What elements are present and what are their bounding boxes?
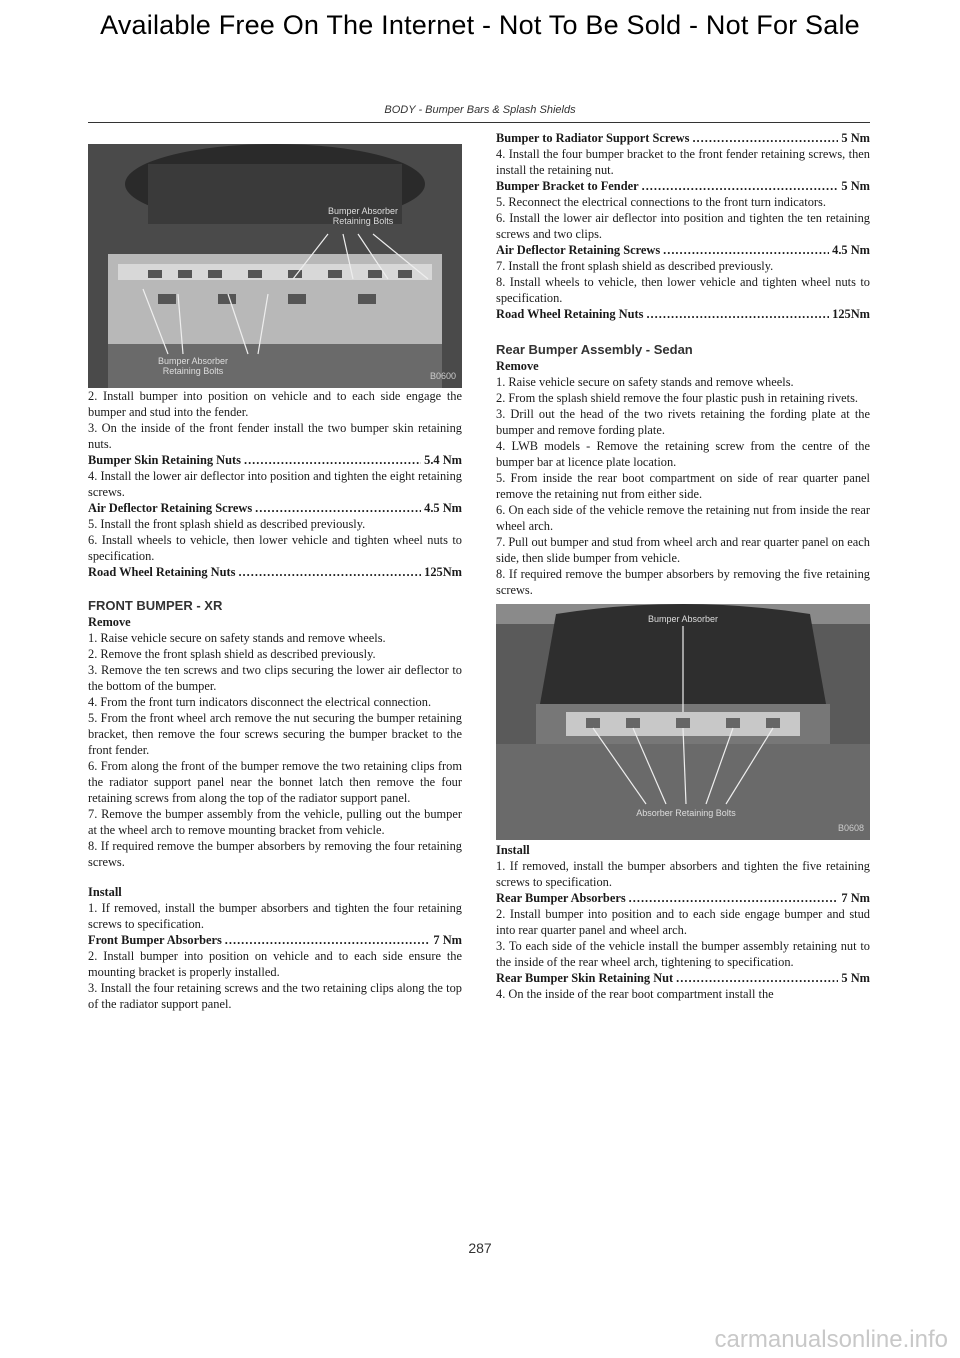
subheading-install: Install [88, 885, 122, 899]
spec-value: 7 Nm [433, 933, 462, 947]
paragraph: 2. Install bumper into position on vehicle and to each side ensure the mounting bracket is properly installed. [88, 949, 462, 979]
spec-label: Bumper Bracket to Fender [496, 179, 639, 193]
subheading-remove: Remove [496, 359, 539, 373]
paragraph: 4. On the inside of the rear boot compartment install the [496, 987, 774, 1001]
spec-value: 125Nm [424, 565, 462, 579]
photo1-label-top: Bumper Absorber Retaining Bolts [327, 206, 399, 226]
paragraph: 4. Install the lower air deflector into position and tighten the eight retaining screws. [88, 469, 462, 499]
rear-bumper-photo [496, 604, 870, 840]
spec-label: Bumper to Radiator Support Screws [496, 131, 690, 145]
page-number: 287 [468, 1240, 492, 1256]
paragraph: 5. Reconnect the electrical connections to the front turn indicators. [496, 195, 826, 209]
paragraph: 2. Remove the front splash shield as described previously. [88, 647, 376, 661]
paragraph: 6. On each side of the vehicle remove the retaining nut from inside the rear wheel arch. [496, 503, 870, 533]
paragraph: 1. Raise vehicle secure on safety stands and remove wheels. [88, 631, 386, 645]
spec-value: 5 Nm [841, 971, 870, 985]
paragraph: 4. From the front turn indicators disconnect the electrical connection. [88, 695, 432, 709]
photo1-label-bottom: Bumper Absorber Retaining Bolts [157, 356, 229, 376]
paragraph: 8. If required remove the bumper absorbers by removing the four retaining screws. [88, 839, 462, 869]
paragraph: 6. Install the lower air deflector into position and tighten the ten retaining screws and two clips. [496, 211, 870, 241]
paragraph: 5. Install the front splash shield as described previously. [88, 517, 366, 531]
spec-value: 5 Nm [841, 179, 870, 193]
left-column [88, 130, 462, 1012]
section-heading: FRONT BUMPER - XR [88, 598, 223, 613]
torque-spec [496, 242, 870, 258]
spec-label: Air Deflector Retaining Screws [88, 501, 253, 515]
torque-spec [88, 452, 462, 468]
photo2-label-top: Bumper Absorber [647, 614, 719, 624]
spec-value: 4.5 Nm [832, 243, 870, 257]
section-heading: Rear Bumper Assembly - Sedan [496, 342, 693, 357]
spec-value: 5.4 Nm [424, 453, 462, 467]
paragraph: 8. If required remove the bumper absorbers by removing the five retaining screws. [496, 567, 870, 597]
torque-spec [88, 932, 462, 948]
paragraph: 3. To each side of the vehicle install the bumper assembly retaining nut to the inside of the rear wheel arch, tightening to specification. [496, 939, 870, 969]
paragraph: 7. Remove the bumper assembly from the vehicle, pulling out the bumper at the wheel arch to remove mounting bracket from vehicle. [88, 807, 462, 837]
paragraph: 5. From the front wheel arch remove the nut securing the bumper retaining bracket, then remove the four screws securing the bumper bracket to the front fender. [88, 711, 462, 757]
spec-value: 125Nm [832, 307, 870, 321]
paragraph: 3. Install the four retaining screws and the two retaining clips along the top of the radiator support panel. [88, 981, 462, 1011]
paragraph: 2. From the splash shield remove the four plastic push in retaining rivets. [496, 391, 859, 405]
spec-value: 4.5 Nm [424, 501, 462, 515]
header-rule [88, 122, 870, 123]
paragraph: 4. Install the four bumper bracket to the front fender retaining screws, then install the retaining nut. [496, 147, 870, 177]
paragraph: 7. Pull out bumper and stud from wheel arch and rear quarter panel on each side, then slide bumper from vehicle. [496, 535, 870, 565]
paragraph: 1. Raise vehicle secure on safety stands and remove wheels. [496, 375, 794, 389]
torque-spec [496, 130, 870, 146]
spec-label: Bumper Skin Retaining Nuts [88, 453, 241, 467]
spec-label: Road Wheel Retaining Nuts [88, 565, 236, 579]
paragraph: 6. From along the front of the bumper remove the two retaining clips from the radiator support panel near the bonnet latch then remove the four retaining screws from along the top of the radiator support panel. [88, 759, 462, 805]
footer-watermark: carmanualsonline.info [714, 1326, 948, 1353]
paragraph: 3. Drill out the head of the two rivets retaining the fording plate at the bumper and remove fording plate. [496, 407, 870, 437]
spec-label: Rear Bumper Skin Retaining Nut [496, 971, 674, 985]
paragraph: 2. Install bumper into position on vehicle and to each side engage the bumper and stud into the fender. [88, 389, 462, 419]
spec-label: Rear Bumper Absorbers [496, 891, 626, 905]
paragraph: 3. Remove the ten screws and two clips securing the lower air deflector to the bottom of the bumper. [88, 663, 462, 693]
photo1-code: B0600 [429, 371, 456, 381]
page-banner: Available Free On The Internet - Not To Be Sold - Not For Sale [100, 10, 860, 40]
paragraph: 7. Install the front splash shield as described previously. [496, 259, 774, 273]
running-head: BODY - Bumper Bars & Splash Shields [384, 104, 576, 116]
spec-value: 5 Nm [841, 131, 870, 145]
spec-value: 7 Nm [841, 891, 870, 905]
paragraph: 3. On the inside of the front fender install the two bumper skin retaining nuts. [88, 421, 462, 451]
front-bumper-photo-drawing [88, 144, 462, 388]
spec-label: Air Deflector Retaining Screws [496, 243, 661, 257]
spec-label: Road Wheel Retaining Nuts [496, 307, 644, 321]
paragraph: 1. If removed, install the bumper absorbers and tighten the four retaining screws to specification. [88, 901, 462, 931]
spec-label: Front Bumper Absorbers [88, 933, 222, 947]
subheading-remove: Remove [88, 615, 131, 629]
front-bumper-photo [88, 144, 462, 388]
torque-spec [496, 890, 870, 906]
paragraph: 4. LWB models - Remove the retaining screw from the centre of the bumper bar at licence plate location. [496, 439, 870, 469]
torque-spec [496, 970, 870, 986]
subheading-install: Install [496, 843, 530, 857]
paragraph: 1. If removed, install the bumper absorbers and tighten the five retaining screws to specification. [496, 859, 870, 889]
photo2-code: B0608 [837, 823, 864, 833]
right-column [496, 130, 870, 1002]
rear-bumper-photo-drawing [496, 604, 870, 840]
photo2-label-bottom: Absorber Retaining Bolts [636, 808, 736, 818]
torque-spec [88, 564, 462, 580]
torque-spec [496, 178, 870, 194]
paragraph: 2. Install bumper into position and to each side engage bumper and stud into rear quarter panel and wheel arch. [496, 907, 870, 937]
torque-spec [88, 500, 462, 516]
torque-spec [496, 306, 870, 322]
paragraph: 8. Install wheels to vehicle, then lower vehicle and tighten wheel nuts to specification. [496, 275, 870, 305]
paragraph: 6. Install wheels to vehicle, then lower vehicle and tighten wheel nuts to specification. [88, 533, 462, 563]
paragraph: 5. From inside the rear boot compartment on side of rear quarter panel remove the retaining nut from either side. [496, 471, 870, 501]
